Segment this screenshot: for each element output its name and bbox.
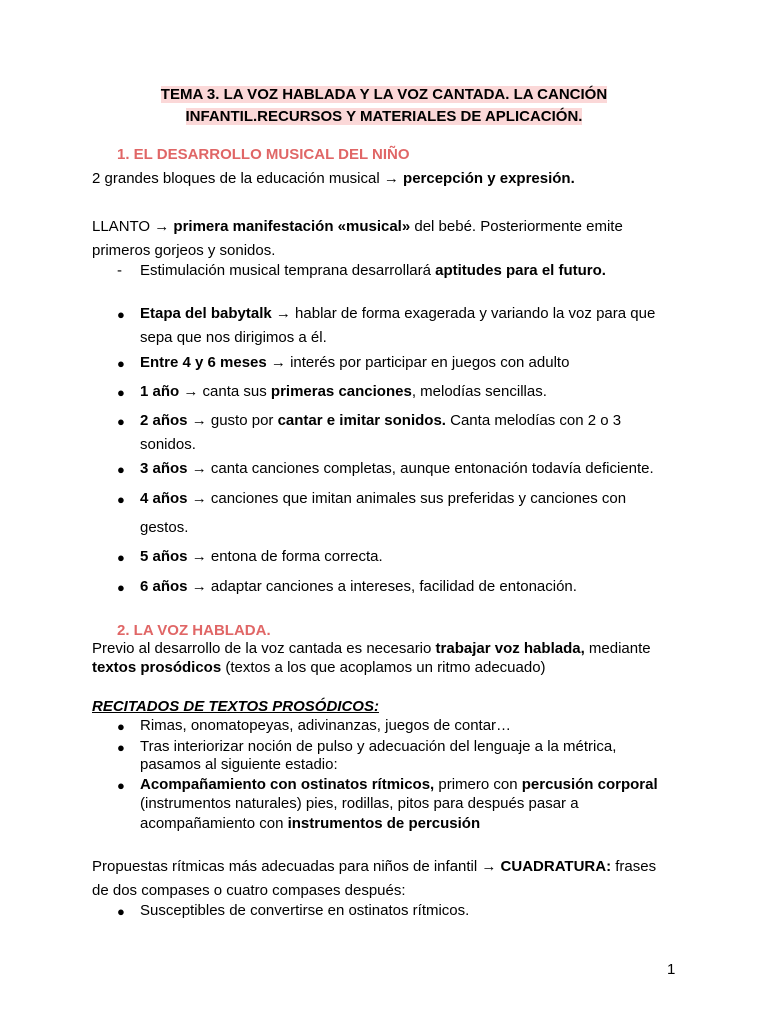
section1-heading: 1. EL DESARROLLO MUSICAL DEL NIÑO xyxy=(117,146,410,163)
dash-item-text xyxy=(140,262,606,279)
a2-bold: 2 años xyxy=(140,412,188,429)
prop-text1: Propuestas rítmicas más adecuadas para niños de infantil → xyxy=(92,858,501,875)
r3-text1: primero con xyxy=(434,776,522,793)
propuestas-paragraph-line1 xyxy=(92,858,656,875)
list-item-3-anos xyxy=(140,460,654,477)
list-item-6-anos xyxy=(140,578,577,595)
list-item-5-anos xyxy=(140,548,383,565)
r3-bold2: percusión corporal xyxy=(521,776,658,793)
recitados-item-1: Rimas, onomatopeyas, adivinanzas, juegos de contar… xyxy=(140,717,512,734)
babytalk-text: hablar de forma exagerada y variando la voz para que xyxy=(290,305,656,322)
bullet-icon: ● xyxy=(117,414,125,429)
p1-text1: Previo al desarrollo de la voz cantada es necesario xyxy=(92,640,436,657)
propuestas-paragraph-line2: de dos compases o cuatro compases después: xyxy=(92,882,406,899)
recitados-item-2: Tras interiorizar noción de pulso y adecuación del lenguaje a la métrica, xyxy=(140,738,617,755)
dash-item: - xyxy=(117,262,122,279)
list-item-2-anos-line2: sonidos. xyxy=(140,436,196,453)
section2-heading: 2. LA VOZ HABLADA. xyxy=(117,622,271,639)
bullet-icon: ● xyxy=(117,580,125,595)
title-line-1-text: TEMA 3. LA VOZ HABLADA Y LA VOZ CANTADA. LA CANCIÓN xyxy=(160,86,608,103)
a1-bold2: primeras canciones xyxy=(270,383,412,400)
bullet-icon: ● xyxy=(117,462,125,477)
a5-text: → entona de forma correcta. xyxy=(187,548,383,565)
title-line-1 xyxy=(0,86,768,103)
intro-paragraph xyxy=(92,170,575,187)
list-item-4-anos xyxy=(140,490,626,507)
list-item-1-ano xyxy=(140,383,547,400)
recitados-item-3-line2: (instrumentos naturales) pies, rodillas, pitos para después pasar a xyxy=(140,795,579,812)
a3-text: → canta canciones completas, aunque entonación todavía deficiente. xyxy=(187,460,654,477)
prop-bold: CUADRATURA: xyxy=(500,858,612,875)
llanto-text2: del bebé. Posteriormente emite xyxy=(410,218,623,235)
bullet-icon: ● xyxy=(117,904,125,919)
a1-text2: , melodías sencillas. xyxy=(411,383,547,400)
a6-text: → adaptar canciones a intereses, facilidad de entonación. xyxy=(187,578,577,595)
r3-bold: Acompañamiento con ostinatos rítmicos, xyxy=(140,776,435,793)
list-item-babytalk xyxy=(140,305,655,322)
llanto-bold: primera manifestación «musical» xyxy=(173,218,411,235)
bullet-icon: ● xyxy=(117,719,125,734)
dash-bold: aptitudes para el futuro. xyxy=(435,262,606,279)
a1-bold: 1 año xyxy=(140,383,180,400)
a5-bold: 5 años xyxy=(140,548,188,565)
list-item-meses xyxy=(140,354,569,371)
list-item-4-anos-line2: gestos. xyxy=(140,519,189,536)
a2-bold2: cantar e imitar sonidos. xyxy=(277,412,446,429)
babytalk-bold: Etapa del babytalk → xyxy=(140,305,291,322)
intro-text: 2 grandes bloques de la educación musical → xyxy=(92,170,404,187)
voz-hablada-paragraph-line1 xyxy=(92,640,651,657)
title-line-2-text: INFANTIL.RECURSOS Y MATERIALES DE APLICACIÓN. xyxy=(185,108,583,125)
dash-text: Estimulación musical temprana desarrollará xyxy=(140,262,436,279)
bullet-icon: ● xyxy=(117,492,125,507)
page-number: 1 xyxy=(667,961,676,978)
meses-text: interés por participar en juegos con adulto xyxy=(285,354,570,371)
recitados-item-3-line3 xyxy=(140,815,480,832)
prop-text2: frases xyxy=(611,858,657,875)
a4-text: → canciones que imitan animales sus preferidas y canciones con xyxy=(187,490,627,507)
bullet-icon: ● xyxy=(117,307,125,322)
bullet-icon: ● xyxy=(117,356,125,371)
propuestas-item-1: Susceptibles de convertirse en ostinatos rítmicos. xyxy=(140,902,470,919)
recitados-heading: RECITADOS DE TEXTOS PROSÓDICOS: xyxy=(92,698,379,715)
llanto-paragraph-line2: primeros gorjeos y sonidos. xyxy=(92,242,276,259)
a1-text1: → canta sus xyxy=(179,383,271,400)
r3-line3-bold: instrumentos de percusión xyxy=(287,815,481,832)
intro-bold: percepción y expresión. xyxy=(403,170,575,187)
title-line-2 xyxy=(0,108,768,125)
p1-text3: (textos a los que acoplamos un ritmo adecuado) xyxy=(221,659,546,676)
voz-hablada-paragraph-line2 xyxy=(92,659,546,676)
p1-text2: mediante xyxy=(584,640,651,657)
bullet-icon: ● xyxy=(117,778,125,793)
llanto-paragraph-line1 xyxy=(92,218,623,235)
a2-text1: → gusto por xyxy=(187,412,278,429)
a6-bold: 6 años xyxy=(140,578,188,595)
recitados-item-3 xyxy=(140,776,658,793)
bullet-icon: ● xyxy=(117,385,125,400)
r3-line3-text: acompañamiento con xyxy=(140,815,288,832)
a3-bold: 3 años xyxy=(140,460,188,477)
list-item-2-anos xyxy=(140,412,621,429)
list-item-babytalk-line2: sepa que nos dirigimos a él. xyxy=(140,329,327,346)
a2-text2: Canta melodías con 2 o 3 xyxy=(445,412,622,429)
bullet-icon: ● xyxy=(117,550,125,565)
bullet-icon: ● xyxy=(117,740,125,755)
p1-bold2: textos prosódicos xyxy=(92,659,222,676)
a4-bold: 4 años xyxy=(140,490,188,507)
llanto-text1: LLANTO → xyxy=(92,218,174,235)
recitados-item-2-line2: pasamos al siguiente estadio: xyxy=(140,756,338,773)
p1-bold: trabajar voz hablada, xyxy=(435,640,585,657)
meses-bold: Entre 4 y 6 meses → xyxy=(140,354,286,371)
